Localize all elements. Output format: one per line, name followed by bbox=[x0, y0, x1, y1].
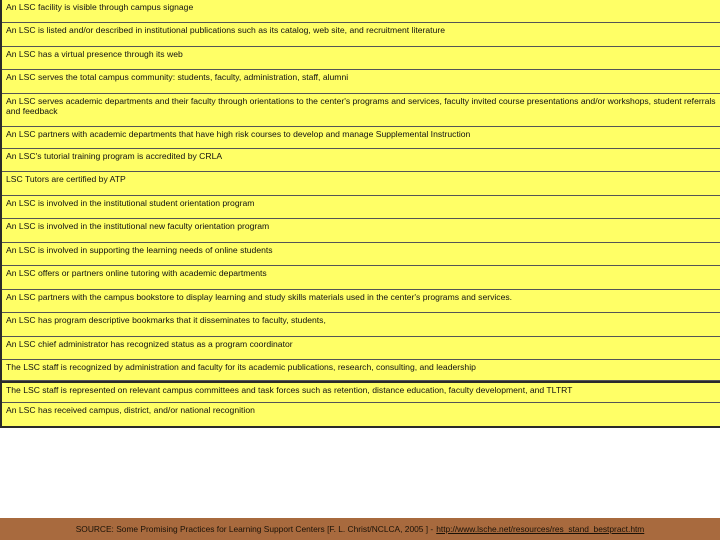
list-item: An LSC's tutorial training program is accredited by CRLA bbox=[2, 149, 720, 172]
list-item: An LSC is involved in the institutional student orientation program bbox=[2, 196, 720, 219]
list-item: An LSC is involved in the institutional new faculty orientation program bbox=[2, 219, 720, 243]
list-item: An LSC has program descriptive bookmarks that it disseminates to faculty, students, bbox=[2, 313, 720, 337]
list-item: An LSC facility is visible through campus signage bbox=[2, 0, 720, 23]
list-item: LSC Tutors are certified by ATP bbox=[2, 172, 720, 196]
list-item: An LSC has a virtual presence through its web bbox=[2, 47, 720, 70]
list-item: An LSC partners with academic departments that have high risk courses to develop and manage Supplemental Instruction bbox=[2, 127, 720, 149]
source-citation: SOURCE: Some Promising Practices for Learning Support Centers [F. L. Christ/NCLCA, 2005 ] - bbox=[75, 524, 434, 534]
source-footer bbox=[0, 518, 720, 540]
source-link[interactable]: http://www.lsche.net/resources/res_stand_bestpract.htm bbox=[436, 524, 645, 534]
list-item: The LSC staff is recognized by administration and faculty for its academic publications, research, consulting, and leadership bbox=[2, 360, 720, 381]
list-item: An LSC has received campus, district, and/or national recognition bbox=[2, 403, 720, 428]
list-item: An LSC offers or partners online tutoring with academic departments bbox=[2, 266, 720, 290]
list-item: An LSC is listed and/or described in institutional publications such as its catalog, web site, and recruitment literature bbox=[2, 23, 720, 47]
list-item: An LSC serves the total campus community: students, faculty, administration, staff, alumni bbox=[2, 70, 720, 94]
list-item: An LSC serves academic departments and their faculty through orientations to the center's programs and services, faculty invited course presentations and/or workshops, student referrals and feedback bbox=[2, 94, 720, 127]
list-item: The LSC staff is represented on relevant campus committees and task forces such as retention, distance education, faculty development, and TLTRT bbox=[2, 381, 720, 403]
list-item: An LSC partners with the campus bookstore to display learning and study skills materials used in the center's programs and services. bbox=[2, 290, 720, 313]
list-item: An LSC chief administrator has recognized status as a program coordinator bbox=[2, 337, 720, 360]
list-item: An LSC is involved in supporting the learning needs of online students bbox=[2, 243, 720, 266]
